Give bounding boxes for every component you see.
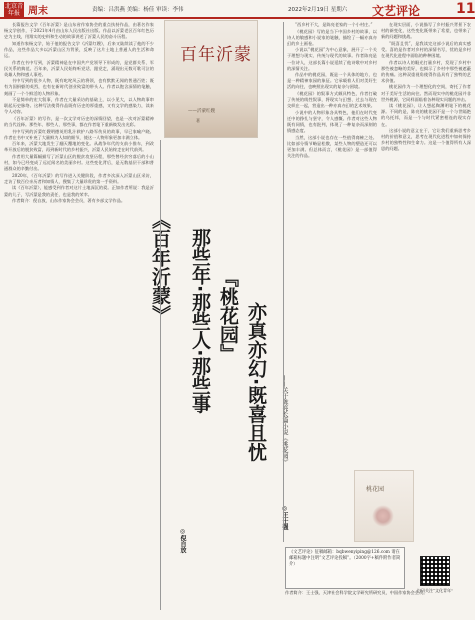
paragraph: 读《百年沂蒙》，能感受到作者对这片土地深沉的爱。正如作者所说：我是沂蒙的儿子，写沂蒙是我的责任，也是我的荣幸。	[4, 185, 154, 197]
paragraph: 知道作家杨文学，始于他的报告文学《沂蒙红嫂》，后来又陆续读了他的不少作品，这些作品大多以沂蒙山区为背景，反映了这片土地上普通人的生活和命运。	[4, 40, 154, 58]
article2-column-2	[381, 22, 471, 462]
paragraph: 这部小说的意义在于，它让我们重新思考乡村的价值和意义，思考在现代化进程中如何保持乡村的独特性和生命力。这是一个值得所有人深思的问题。	[381, 128, 471, 152]
masthead-title: 周末	[28, 6, 48, 17]
article1-column-1	[4, 22, 154, 612]
article2-title: 『桃花园』	[217, 268, 239, 363]
article1-title-2: 那些年·那些人·那些事	[189, 228, 211, 414]
paragraph: 《百年沂蒙》的写作，是一次文学对历史的深情回望，也是一次对沂蒙精神的当代诠释。那些年、那些人、那些事，都在作者笔下重新焕发出光彩。	[4, 115, 154, 127]
paragraph: 《桃花园》写的是当下中国乡村的故事，以诗人的敏感和小说家的笔触，描绘了一幅亦真亦幻的乡土画卷。	[287, 28, 377, 46]
paragraph: 《桃花园》的叙事方式颇具特色，作者打破了传统的线性叙事，将现实与幻想、过去与现在交织在一起，营造出一种亦真亦幻的艺术效果。	[287, 91, 377, 109]
paragraph: 书中写到的沂蒙红嫂明德英用乳汁救护八路军伤员的故事，早已家喻户晓。作者在书中又补充了大量鲜为人知的细节，使这一人物形象更加丰满立体。	[4, 128, 154, 140]
book-cover-author: 著	[196, 118, 200, 123]
paragraph: 在现实层面，小说描写了乡村振兴背景下农村的新变化，这些变化既带来了希望，也带来了新的问题和挑战。	[381, 22, 471, 40]
article1-column-2	[164, 142, 214, 202]
paragraph: 小说中的人物形象各具特色，他们在时代变迁中的挣扎与坚守，令人感慨。作者对这些人物既有同情，也有批判，体现了一种复杂而深刻的情感态度。	[287, 109, 377, 134]
book-cover-subtitle: ——沂蒙红嫂	[188, 109, 215, 114]
issue-date: 2022年2月19日 星期六	[288, 7, 348, 13]
page-number: 11	[456, 1, 475, 17]
paragraph: 2020年，《百年沂蒙》的写作进入关键阶段，作者多次深入沂蒙山区采访，走访了数百位亲历者和知情人，搜集了大量珍贵的第一手资料。	[4, 172, 154, 184]
paragraph: 作者用大量篇幅描写了沂蒙山区的脱贫攻坚历程，那些曾经贫穷落后的小山村，如今已经变成了远近闻名的美丽乡村。这些变化背后，是无数基层干部和普通群众的辛勤付出。	[4, 153, 154, 172]
article2-author: ◎王士强	[281, 505, 288, 530]
article1-title: 《百年沂蒙》	[149, 210, 171, 324]
qr-code-icon[interactable]	[420, 556, 450, 586]
paragraph: 长篇报告文学《百年沂蒙》是山东省作家协会的重点扶持作品，由著名作家杨文学创作，于2021年4月由山东人民出版社出版。作品以沂蒙老区百年红色历史为主线，用翔实的史料和生动的故事讲述了沂蒙人民的奋斗历程。	[4, 22, 154, 40]
section-title: 文艺评论	[372, 4, 421, 18]
book-cover-title: 百年沂蒙	[180, 45, 252, 65]
paragraph: 作者在书中写到，沂蒙精神是在中国共产党领导下形成的，是党群关系、军民关系的典范。百年来，沂蒙人民始终听党话、跟党走，涌现出无数可歌可泣的英雄人物和感人事迹。	[4, 59, 154, 77]
paragraph: 桃花园作为一个理想化的空间，寄托了作者对于美好生活的向往。然而现实中的桃花园并非世外桃源，它同样面临着各种现实问题的冲击。	[381, 84, 471, 102]
author-bio: 作者简介：王士强，天津社会科学院文学研究所研究员，中国作家协会会员。	[285, 590, 428, 595]
paragraph: “西乡村不大，是陈亮老家的一个小村庄。”	[295, 22, 373, 27]
column-divider	[160, 140, 161, 610]
paragraph: 小说以“桃花园”为中心意象，展开了一个关于理想与现实、传统与现代的故事。作者陈亮是一位诗人，这部长篇小说延续了他诗歌中对乡村的深情关注。	[287, 47, 377, 71]
paragraph: 作者以诗人的眼光打量乡村，发现了乡村中那些被忽略的美好，也揭示了乡村中那些被遮蔽的伤痛。这种双重视角使得作品具有了独特的艺术价值。	[381, 59, 471, 83]
column-divider	[283, 22, 284, 542]
paragraph: 当然，这部小说也存在一些值得商榷之处。比如部分情节略显松散，某些人物的塑造还可以更加丰满。但总体而言，《桃花园》是一部值得关注的作品。	[287, 134, 377, 158]
paragraph: 读《桃花园》，让人想起陶渊明笔下的桃花源。不同的是，陈亮的桃花园不是一个与世隔绝的乌托邦，而是一个与时代紧密相连的现实存在。	[381, 103, 471, 127]
masthead	[4, 2, 64, 17]
article2-title-2: 亦真亦幻·既喜且忧	[245, 302, 267, 462]
submission-info-box: 《文艺评论》征稿邮箱：bqbwenyiping@126.com 请在邮箱标题中注明“文艺评论投稿”。（2000字+稿件附作者简介）	[285, 547, 405, 589]
paragraph: “既喜且忧”，是我读完这部小说后的真实感受。喜的是作者对乡村的深情书写，忧的是乡村在现代化进程中面临的种种困境。	[381, 40, 471, 58]
editor-credits: 责编：吕洪燕 美编：杨佳 审读：李伟	[92, 7, 184, 13]
article1-author: ◎倪自放	[179, 528, 186, 553]
article2-column-1	[287, 22, 377, 542]
book-cover-image	[164, 20, 258, 138]
book2-cover-decoration	[372, 505, 394, 527]
qr-code-label: 扫码关注“文化青年”	[416, 588, 454, 593]
paragraph: 书中写到的很多人物，既有叱咤风云的将领，也有默默无闻的普通百姓；既有为国捐躯的英烈，也有在新时代创业致富的带头人。作者以饱含深情的笔触，刻画了一个个鲜活的人物形象。	[4, 78, 154, 96]
article2-subtitle: ——关于陈亮长篇小说《桃花园》	[281, 375, 288, 465]
paragraph: 作品中的桃花园，既是一个具体的地方，也是一种精神家园的象征。它承载着人们对美好生活的向往，也映照出现实的复杂与困境。	[287, 72, 377, 90]
page-header	[0, 0, 475, 19]
newspaper-logo: 北京青年报	[4, 3, 23, 17]
book2-cover-title: 桃花园	[366, 486, 385, 493]
paragraph: 不是简单的宏大叙事，作者在大量采访的基础上，以小见大，以人物故事串联起历史脉络。这种写法使得作品既有历史的厚重感，又有文学的感染力，读来令人动容。	[4, 97, 154, 115]
author-note: 作者简介：倪自放，山东作家协会会员，著有多部文学作品。	[12, 198, 126, 204]
paragraph: 百年来，沂蒙大地发生了翻天覆地的变化。从战争年代的支前小推车，到改革开放后的脱贫致富，再到新时代的乡村振兴，沂蒙人民始终走在时代前列。	[4, 141, 154, 153]
